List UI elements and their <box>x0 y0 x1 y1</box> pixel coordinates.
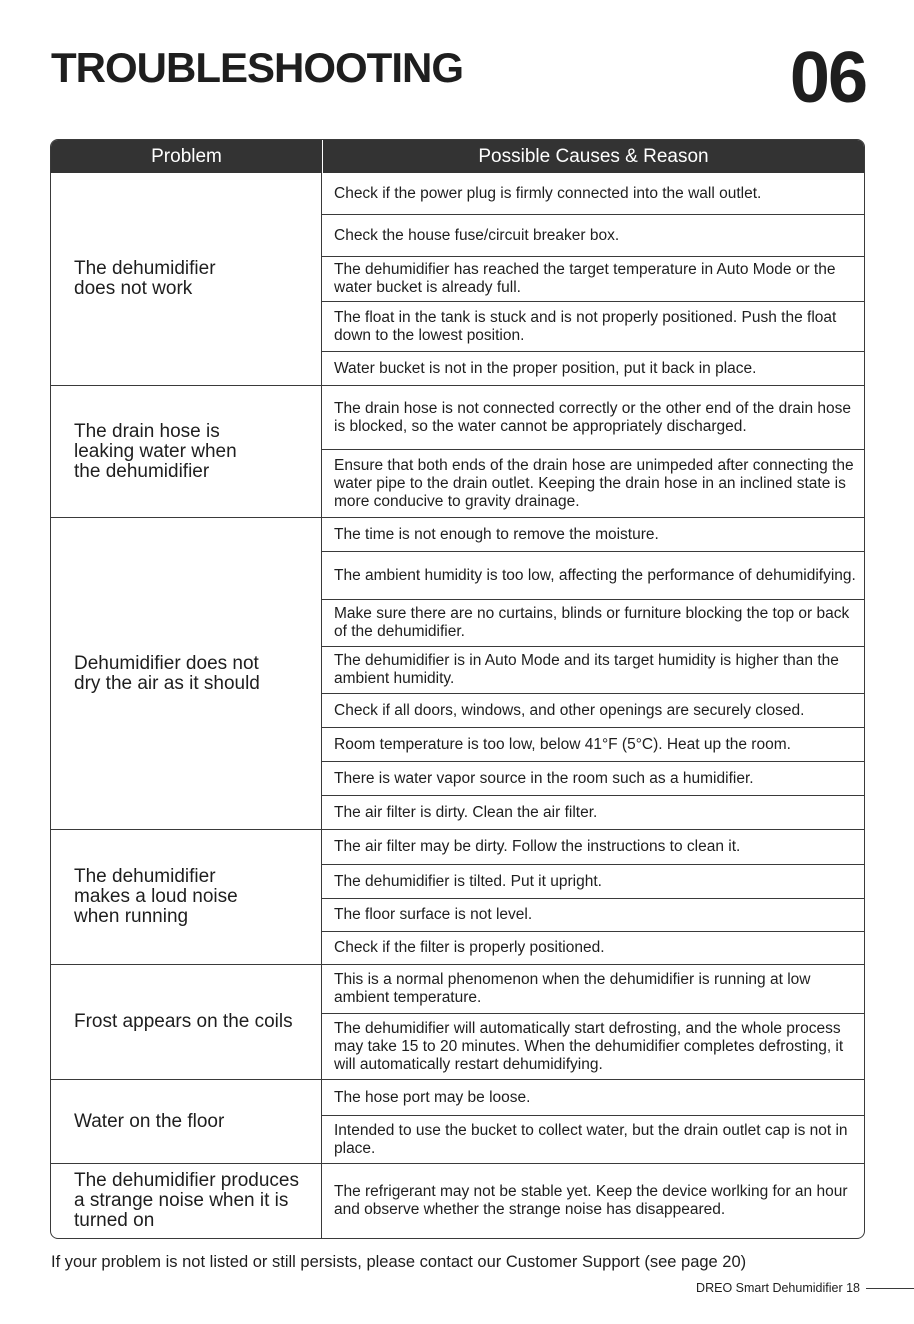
cause-text: The air filter may be dirty. Follow the instructions to clean it. <box>334 838 741 855</box>
cause-text: Intended to use the bucket to collect water, but the drain outlet cap is not in place. <box>334 1121 848 1157</box>
table-row-group <box>51 385 864 517</box>
problem-cell <box>51 386 322 517</box>
causes-cell <box>322 173 864 385</box>
cause-cell <box>322 864 864 898</box>
causes-cell <box>322 1080 864 1163</box>
cause-text: The floor surface is not level. <box>334 906 533 923</box>
column-header-causes: Possible Causes & Reason <box>478 145 709 167</box>
cause-cell <box>322 727 864 761</box>
problem-text: The dehumidifier produces a strange noise when it is turned on <box>74 1170 299 1231</box>
chapter-number: 06 <box>789 38 866 118</box>
table-row-group <box>51 964 864 1079</box>
cause-cell <box>322 1164 864 1238</box>
cause-text: The dehumidifier is tilted. Put it upright. <box>334 872 602 890</box>
table-row-group <box>51 829 864 964</box>
footer-rule <box>866 1288 914 1289</box>
problem-text: The dehumidifier makes a loud noise when running <box>74 866 238 927</box>
cause-text: Check if the filter is properly positioned. <box>334 939 605 956</box>
cause-text: Check the house fuse/circuit breaker box. <box>334 226 620 244</box>
cause-cell <box>322 386 864 449</box>
causes-cell <box>322 830 864 964</box>
cause-cell <box>322 693 864 727</box>
table-header <box>51 140 864 173</box>
cause-cell <box>322 830 864 864</box>
cause-cell <box>322 1013 864 1079</box>
problem-cell <box>51 1164 322 1238</box>
page-title: TROUBLESHOOTING <box>51 44 463 91</box>
causes-cell <box>322 1164 864 1238</box>
cause-text: Room temperature is too low, below 41°F (5°C). Heat up the room. <box>334 735 791 753</box>
cause-text: The air filter is dirty. Clean the air filter. <box>334 803 598 821</box>
cause-text: Check if the power plug is firmly connected into the wall outlet. <box>334 184 762 202</box>
cause-cell <box>322 551 864 599</box>
table-row-group <box>51 517 864 829</box>
cause-cell <box>322 449 864 517</box>
cause-cell <box>322 898 864 931</box>
cause-cell <box>322 351 864 385</box>
cause-cell <box>322 518 864 551</box>
cause-cell <box>322 646 864 693</box>
problem-cell <box>51 830 322 964</box>
footer-note: If your problem is not listed or still persists, please contact our Customer Support (see page 20) <box>51 1253 747 1271</box>
cause-text: The dehumidifier is in Auto Mode and its target humidity is higher than the ambient humidity. <box>334 652 839 687</box>
cause-cell <box>322 214 864 256</box>
causes-cell <box>322 386 864 517</box>
table-row-group <box>51 1079 864 1163</box>
causes-cell <box>322 965 864 1079</box>
table-body <box>51 173 864 1238</box>
cause-text: The time is not enough to remove the moisture. <box>334 525 659 543</box>
cause-text: Check if all doors, windows, and other openings are securely closed. <box>334 701 805 719</box>
cause-text: Ensure that both ends of the drain hose are unimpeded after connecting the water pipe to the drain outlet. Keeping the drain hose in an inclined state is more conducive to gravity drainage. <box>334 456 854 510</box>
cause-text: The refrigerant may not be stable yet. Keep the device worlking for an hour and observe whether the strange noise has disappeared. <box>334 1183 848 1218</box>
page-label: DREO Smart Dehumidifier 18 <box>696 1281 860 1295</box>
table-row-group <box>51 1163 864 1238</box>
cause-text: The dehumidifier will automatically start defrosting, and the whole process may take 15 to 20 minutes. When the dehumidifier completes defrosting, it will automatically restart dehumidifying. <box>334 1019 844 1073</box>
cause-text: There is water vapor source in the room such as a humidifier. <box>334 769 754 787</box>
causes-cell <box>322 518 864 829</box>
problem-text: Frost appears on the coils <box>74 1011 293 1032</box>
cause-text: This is a normal phenomenon when the dehumidifier is running at low ambient temperature. <box>334 971 811 1006</box>
table-row-group <box>51 173 864 385</box>
cause-cell <box>322 1115 864 1163</box>
cause-cell <box>322 173 864 214</box>
problem-text: The drain hose is leaking water when the dehumidifier <box>74 420 237 482</box>
cause-cell <box>322 931 864 964</box>
cause-text: Make sure there are no curtains, blinds or furniture blocking the top or back of the dehumidifier. <box>334 605 850 640</box>
troubleshooting-table <box>50 139 865 1239</box>
page-footer <box>696 1281 914 1295</box>
cause-text: The hose port may be loose. <box>334 1088 531 1106</box>
problem-text: Dehumidifier does not dry the air as it should <box>74 652 260 694</box>
cause-text: The ambient humidity is too low, affecting the performance of dehumidifying. <box>334 566 856 584</box>
problem-text: Water on the floor <box>74 1110 225 1132</box>
cause-cell <box>322 599 864 646</box>
cause-cell <box>322 965 864 1013</box>
cause-text: Water bucket is not in the proper position, put it back in place. <box>334 359 757 377</box>
cause-text: The float in the tank is stuck and is not properly positioned. Push the float down to the lowest position. <box>334 308 837 344</box>
problem-cell <box>51 518 322 829</box>
problem-cell <box>51 173 322 385</box>
cause-cell <box>322 301 864 351</box>
cause-cell <box>322 761 864 795</box>
cause-cell <box>322 1080 864 1115</box>
problem-cell <box>51 965 322 1079</box>
problem-cell <box>51 1080 322 1163</box>
cause-cell <box>322 256 864 301</box>
cause-cell <box>322 795 864 829</box>
problem-text: The dehumidifier does not work <box>74 258 216 299</box>
cause-text: The drain hose is not connected correctly or the other end of the drain hose is blocked, so the water cannot be appropriately discharged. <box>334 399 851 435</box>
column-header-problem: Problem <box>51 140 323 173</box>
cause-text: The dehumidifier has reached the target temperature in Auto Mode or the water bucket is already full. <box>334 261 836 296</box>
